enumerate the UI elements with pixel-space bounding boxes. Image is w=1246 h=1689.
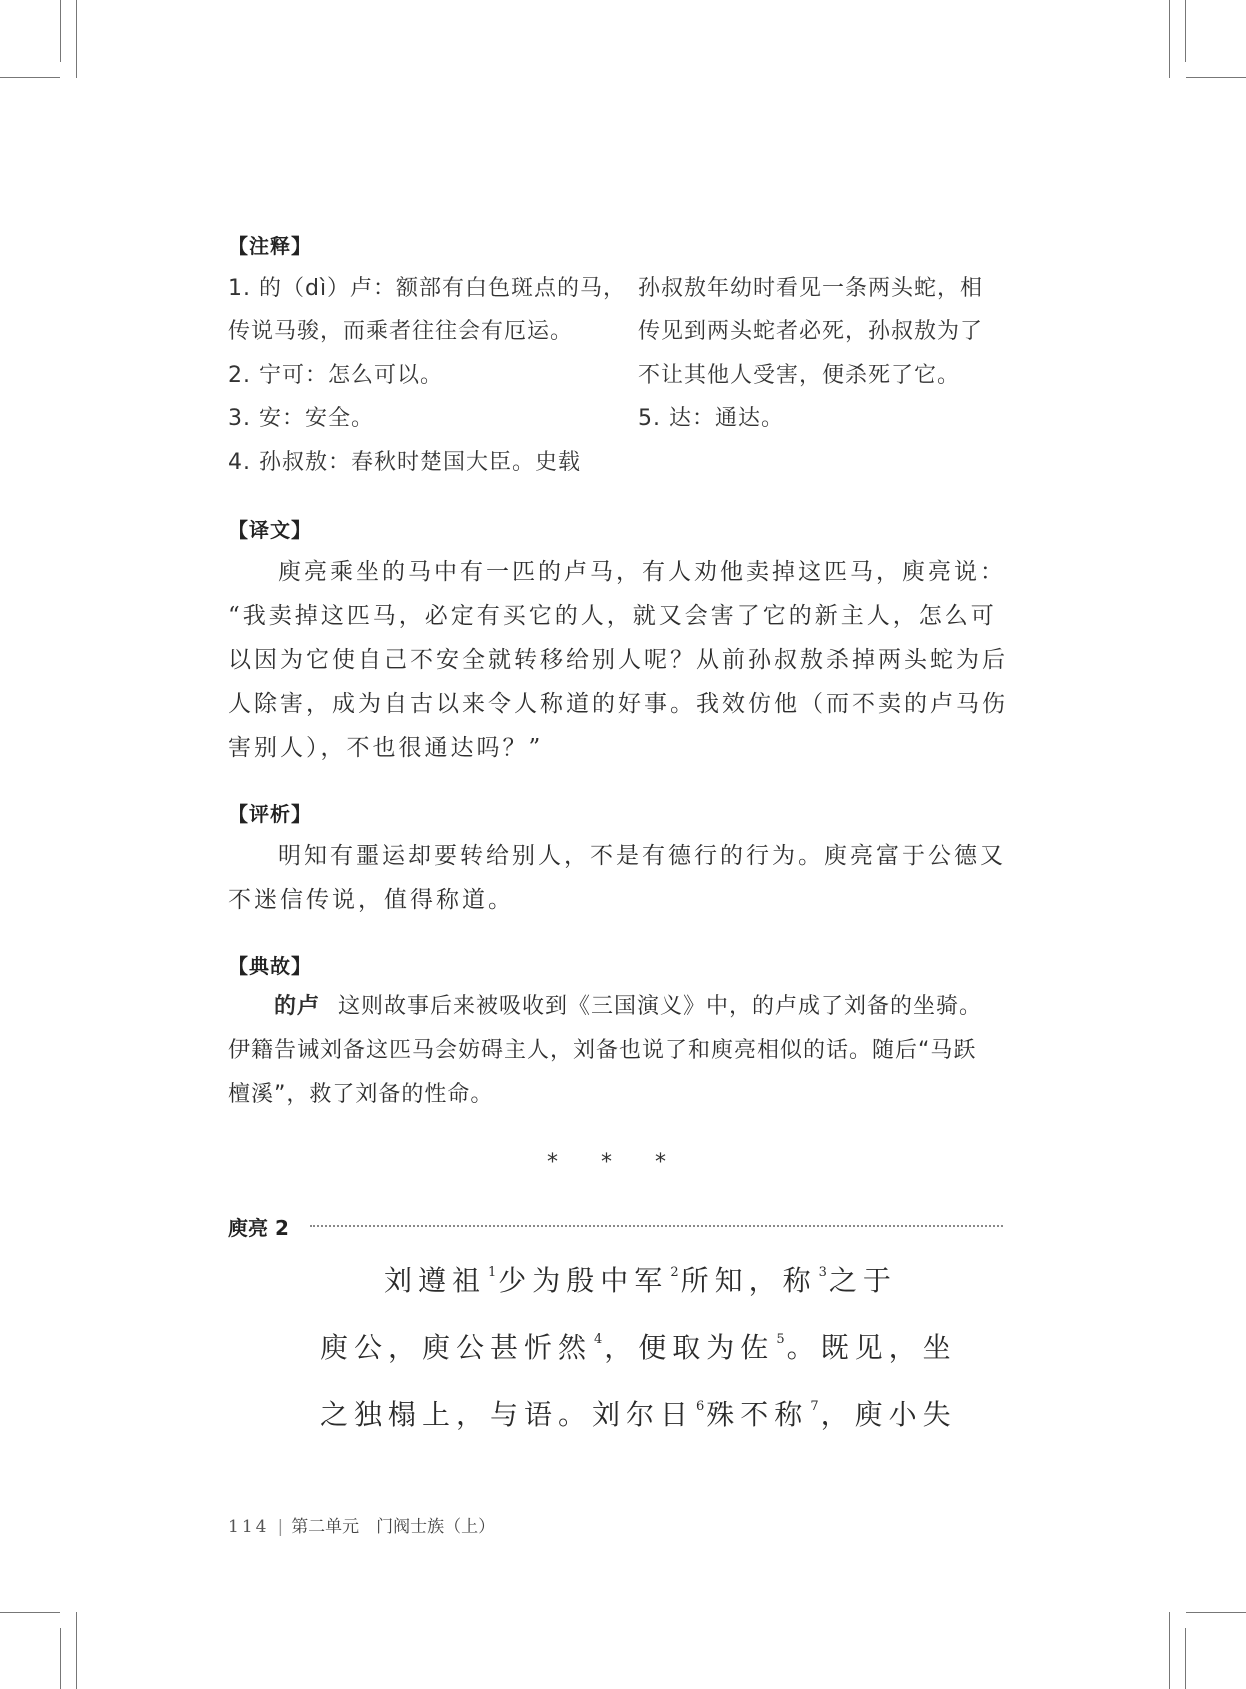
note-line: 5. 达：通达。 <box>638 406 784 431</box>
original-text-fragment: ，便取为佐 <box>604 1331 775 1364</box>
crop-mark <box>1185 1628 1186 1689</box>
footnote-ref: 2 <box>670 1265 679 1280</box>
footnote-ref: 6 <box>696 1399 705 1414</box>
title-dotted-rule <box>310 1225 1003 1227</box>
note-line: 4. 孙叔敖：春秋时楚国大臣。史载 <box>228 450 581 475</box>
crop-mark <box>60 0 61 62</box>
section-title: 庾亮 2 <box>228 1216 289 1240</box>
note-line: 1. 的（dì）卢：额部有白色斑点的马， <box>228 276 627 301</box>
footnote-ref: 7 <box>810 1399 819 1414</box>
note-line: 3. 安：安全。 <box>228 406 374 431</box>
analysis-text <box>228 834 1006 922</box>
unit-title: 第二单元 门阀士族（上） <box>291 1517 496 1537</box>
note-line: 传见到两头蛇者必死，孙叔敖为了 <box>638 319 984 344</box>
footnote-ref: 3 <box>818 1265 827 1280</box>
footnote-ref: 5 <box>776 1332 785 1347</box>
original-text-fragment: 少为殷中军 <box>498 1264 669 1297</box>
note-line: 传说马骏，而乘者往往会有厄运。 <box>228 319 574 344</box>
analysis-line: 明知有噩运却要转给别人，不是有德行的行为。庾亮富于公德又 <box>278 843 1006 869</box>
analysis-heading: 【评析】 <box>228 802 312 826</box>
original-text-fragment: 刘遵祖 <box>384 1264 487 1297</box>
allusion-line: 檀溪”，救了刘备的性命。 <box>228 1082 494 1107</box>
original-text-fragment: 之独榻上，与语。刘尔日 <box>320 1398 695 1431</box>
translation-line: 人除害，成为自古以来令人称道的好事。我效仿他（而不卖的卢马伤 <box>228 691 1008 717</box>
allusion-heading: 【典故】 <box>228 954 312 978</box>
crop-mark <box>1186 77 1246 78</box>
crop-mark <box>76 1612 77 1689</box>
section-separator: * * * <box>547 1150 684 1175</box>
crop-mark <box>1185 0 1186 62</box>
crop-mark <box>76 0 77 78</box>
allusion-line: 这则故事后来被吸收到《三国演义》中，的卢成了刘备的坐骑。 <box>338 994 983 1019</box>
original-text-fragment: ，庾小失 <box>820 1398 957 1431</box>
footnote-ref: 1 <box>488 1265 497 1280</box>
crop-mark <box>0 77 60 78</box>
translation-heading: 【译文】 <box>228 518 312 542</box>
translation-line: 以因为它使自己不安全就转移给别人呢？从前孙叔敖杀掉两头蛇为后 <box>228 647 1008 673</box>
footnote-ref: 4 <box>594 1332 603 1347</box>
original-text-fragment: 。既见，坐 <box>786 1331 957 1364</box>
page-footer <box>228 1512 495 1537</box>
page-number: 114 <box>228 1517 270 1537</box>
note-line: 2. 宁可：怎么可以。 <box>228 363 443 388</box>
crop-mark <box>1186 1612 1246 1613</box>
original-text-fragment: 殊不称 <box>706 1398 809 1431</box>
analysis-line: 不迷信传说，值得称道。 <box>228 887 514 913</box>
crop-mark <box>0 1612 60 1613</box>
allusion-line: 伊籍告诫刘备这匹马会妨碍主人，刘备也说了和庾亮相似的话。随后“马跃 <box>228 1038 977 1063</box>
translation-line: 害别人），不也很通达吗？” <box>228 735 544 761</box>
crop-mark <box>1169 1612 1170 1689</box>
notes-heading: 【注释】 <box>228 234 312 258</box>
translation-text <box>228 550 1008 770</box>
footer-divider: | <box>277 1517 284 1537</box>
original-text-fragment: 所知，称 <box>680 1264 817 1297</box>
original-text-fragment: 庾公，庾公甚忻然 <box>320 1331 593 1364</box>
allusion-text <box>228 985 1003 1117</box>
original-text-fragment: 之于 <box>828 1264 897 1297</box>
note-line: 不让其他人受害，便杀死了它。 <box>638 363 961 388</box>
original-text <box>320 1243 957 1444</box>
translation-line: 庾亮乘坐的马中有一匹的卢马，有人劝他卖掉这匹马，庾亮说： <box>278 559 1006 585</box>
crop-mark <box>1169 0 1170 78</box>
crop-mark <box>60 1628 61 1689</box>
note-line: 孙叔敖年幼时看见一条两头蛇，相 <box>638 276 984 301</box>
allusion-term: 的卢 <box>274 994 321 1019</box>
translation-line: “我卖掉这匹马，必定有买它的人，就又会害了它的新主人，怎么可 <box>228 603 997 629</box>
